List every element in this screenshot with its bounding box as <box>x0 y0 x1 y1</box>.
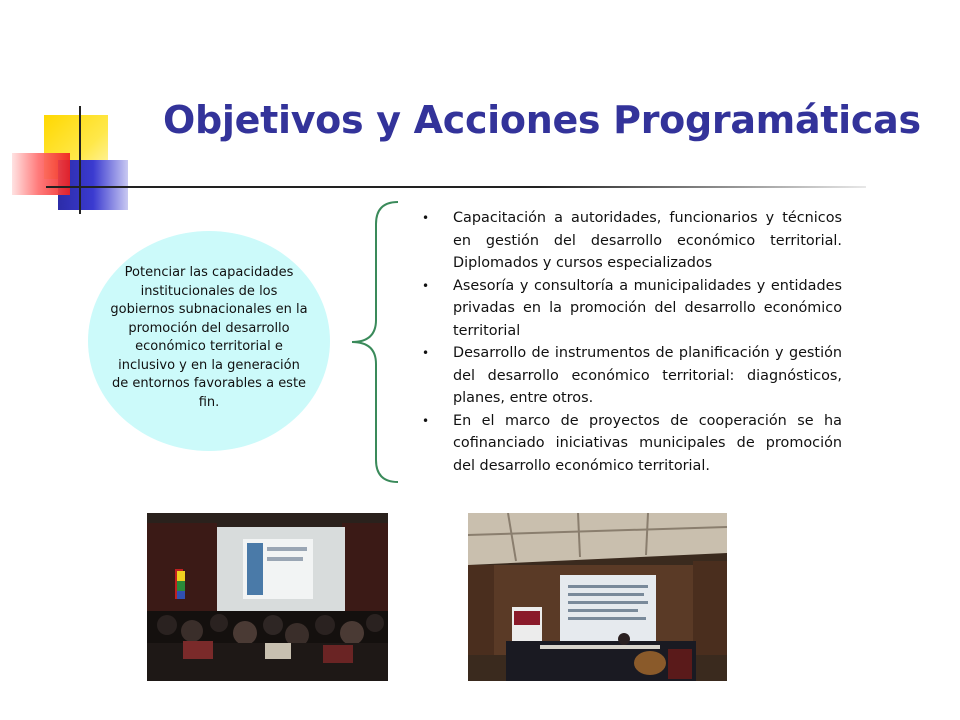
bullet-icon: • <box>422 346 430 360</box>
action-item: • En el marco de proyectos de cooperación se ha cofinanciado iniciativas municipales de promoción del desarrollo económico territorial. <box>422 410 842 478</box>
action-item: • Capacitación a autoridades, funcionarios y técnicos en gestión del desarrollo económico territorial. Diplomados y cursos especializados <box>422 207 842 275</box>
title-underline <box>46 186 866 188</box>
curly-brace-icon <box>350 200 400 484</box>
bullet-icon: • <box>422 211 430 225</box>
actions-list <box>422 207 842 477</box>
bullet-icon: • <box>422 413 430 428</box>
decorative-red-square <box>12 153 70 195</box>
photo-workshop-audience <box>147 513 388 681</box>
decorative-vertical-line <box>79 106 81 214</box>
photo-conference-room <box>468 513 727 681</box>
bullet-icon: • <box>422 278 430 293</box>
objective-text: Potenciar las capacidades institucionales de los gobiernos subnacionales en la promoción del desarrollo económico territorial e inclusivo y en la generación de entornos favorables a este fin. <box>110 265 308 410</box>
action-item: • Asesoría y consultoría a municipalidades y entidades privadas en la promoción del desarrollo económico territorial <box>422 275 842 343</box>
slide-title: Objetivos y Acciones Programáticas <box>163 98 921 142</box>
action-item: • Desarrollo de instrumentos de planificación y gestión del desarrollo económico territorial: diagnósticos, planes, entre otros. <box>422 342 842 410</box>
